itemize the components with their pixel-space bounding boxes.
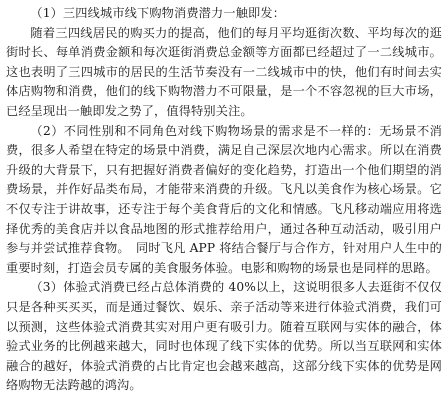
paragraph-3: （3）体验式消费已经占总体消费的 40%以上，这说明很多人去逛街不仅仅只是各种买买买，而是通过餐饮、娱乐、亲子活动等来进行体验式消费，我们可以预测，这些体验式消费其实对用户更有吸引力。随着互联网与实体的融合，体验式业务的比例越来越大，同时也体现了线下实体的优势。所以当互联网和实体融合的越好，体验式消费的占比肯定也会越来越高，这部分线下实体的优势是网络购物无法跨越的鸿沟。 — [6, 280, 442, 393]
section-heading-1: （1）三四线城市线下购物消费潜力一触即发： — [30, 6, 286, 20]
paragraph-1: 随着三四线居民的购买力的提高，他们的每月平均逛街次数、平均每次的逛街时长、每单消费金额和每次逛街消费总金额等方面都已经超过了一二线城市。这也表明了三四城市的居民的生活节奏没有一二线城市中的快，他们有时间去实体店购物和消费，他们的线下购物潜力不可限量，是一个不容忽视的巨大市场，已经呈现出一触即发之势了，值得特别关注。 — [6, 25, 442, 118]
paragraph-2: （2）不同性别和不同角色对线下购物场景的需求是不一样的：无场景不消费，很多人希望在特定的场景中消费，满足自己深层次地内心需求。所以在消费升级的大背景下，只有把握好消费者偏好的变化趋势，打造出一个他们期望的消费场景，并作好品类布局，才能带来消费的升级。飞凡以美食作为核心场景。它不仅专注于讲故事，还专注于每个美食背后的文化和情感。飞凡移动端应用将选择优秀的美食店并以食品地图的形式推荐给用户，通过各种互动活动，吸引用户参与并尝试推荐食物。 同时飞凡 APP 将结合餐厅与合作方，针对用户人生中的重要时刻，打造会员专属的美食服务体验。电影和购物的场景也是同样的思路。 — [6, 123, 442, 275]
